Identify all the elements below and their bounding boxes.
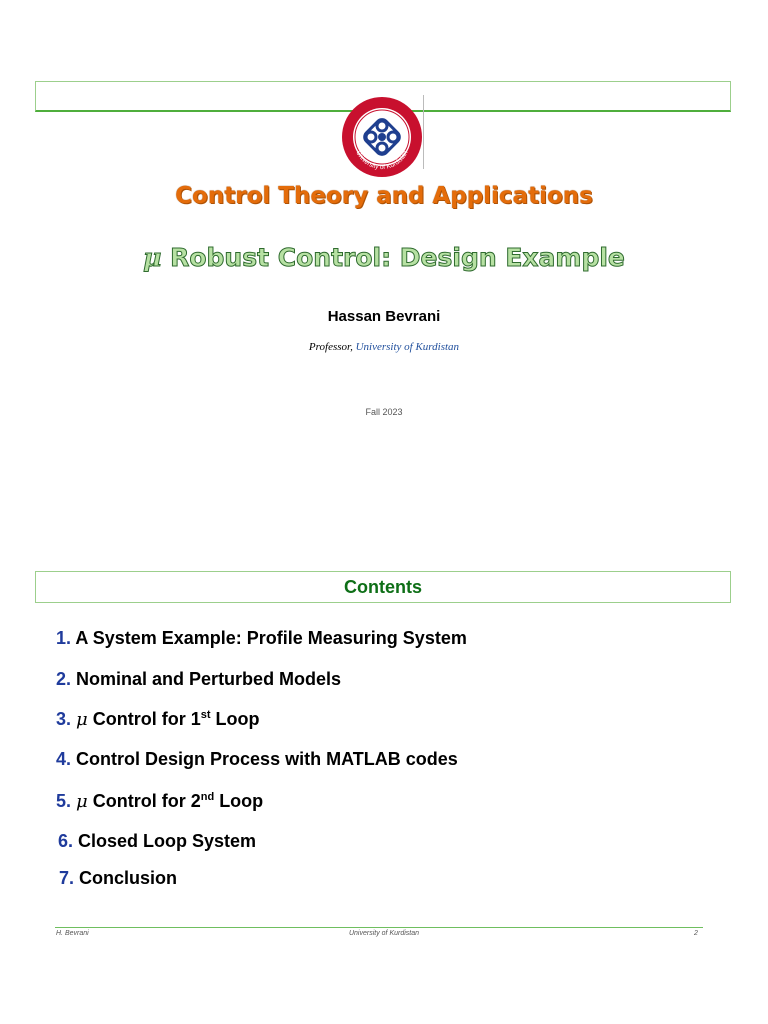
toc-text: Nominal and Perturbed Models	[76, 669, 342, 689]
university-logo	[340, 95, 424, 179]
toc-text: Control for 1	[87, 709, 201, 729]
term-date: Fall 2023	[365, 407, 403, 417]
affiliation	[0, 341, 768, 353]
mu-symbol: μ	[76, 791, 88, 812]
mu-symbol: μ	[76, 709, 88, 730]
contents-header-bar	[35, 571, 731, 603]
logo-text: University of Kurdistan	[354, 149, 410, 172]
toc-item-1	[56, 628, 467, 649]
toc-item-7	[59, 868, 177, 889]
affiliation-role: Professor,	[308, 341, 356, 353]
toc-number: 4.	[56, 749, 72, 769]
mu-symbol: μ	[143, 243, 162, 272]
contents-slide	[0, 512, 768, 1024]
toc-text: Control for 2	[87, 791, 201, 811]
toc-text: Loop	[210, 709, 260, 729]
toc-superscript: st	[200, 709, 211, 721]
toc-text: Loop	[214, 791, 264, 811]
author-name: Hassan Bevrani	[327, 308, 441, 325]
course-title: Control Theory and Applications	[175, 183, 593, 209]
toc-text: Closed Loop System	[78, 831, 257, 851]
toc-text: A System Example: Profile Measuring System	[75, 628, 467, 648]
lecture-title-text: Robust Control: Design Example	[161, 243, 625, 272]
footer-university: University of Kurdistan	[348, 930, 420, 937]
footer-author: H. Bevrani	[56, 930, 89, 937]
toc-number: 5.	[56, 791, 72, 811]
toc-number: 1.	[56, 628, 72, 648]
toc-text: Conclusion	[79, 868, 178, 888]
toc-number: 3.	[56, 709, 72, 729]
lecture-title	[0, 243, 768, 272]
toc-item-4	[56, 749, 458, 770]
affiliation-university: University of Kurdistan	[355, 341, 460, 353]
toc-number: 2.	[56, 669, 72, 689]
toc-item-2	[56, 669, 341, 690]
toc-number: 7.	[59, 868, 75, 888]
contents-heading: Contents	[344, 577, 422, 597]
toc-item-3	[56, 709, 260, 730]
logo-divider	[423, 95, 424, 169]
toc-number: 6.	[58, 831, 74, 851]
footer-page-number: 2	[694, 930, 698, 937]
toc-text: Control Design Process with MATLAB codes	[76, 749, 458, 769]
footer-divider	[55, 927, 703, 928]
toc-superscript: nd	[200, 791, 215, 803]
toc-item-5	[56, 791, 263, 812]
toc-item-6	[58, 831, 256, 852]
